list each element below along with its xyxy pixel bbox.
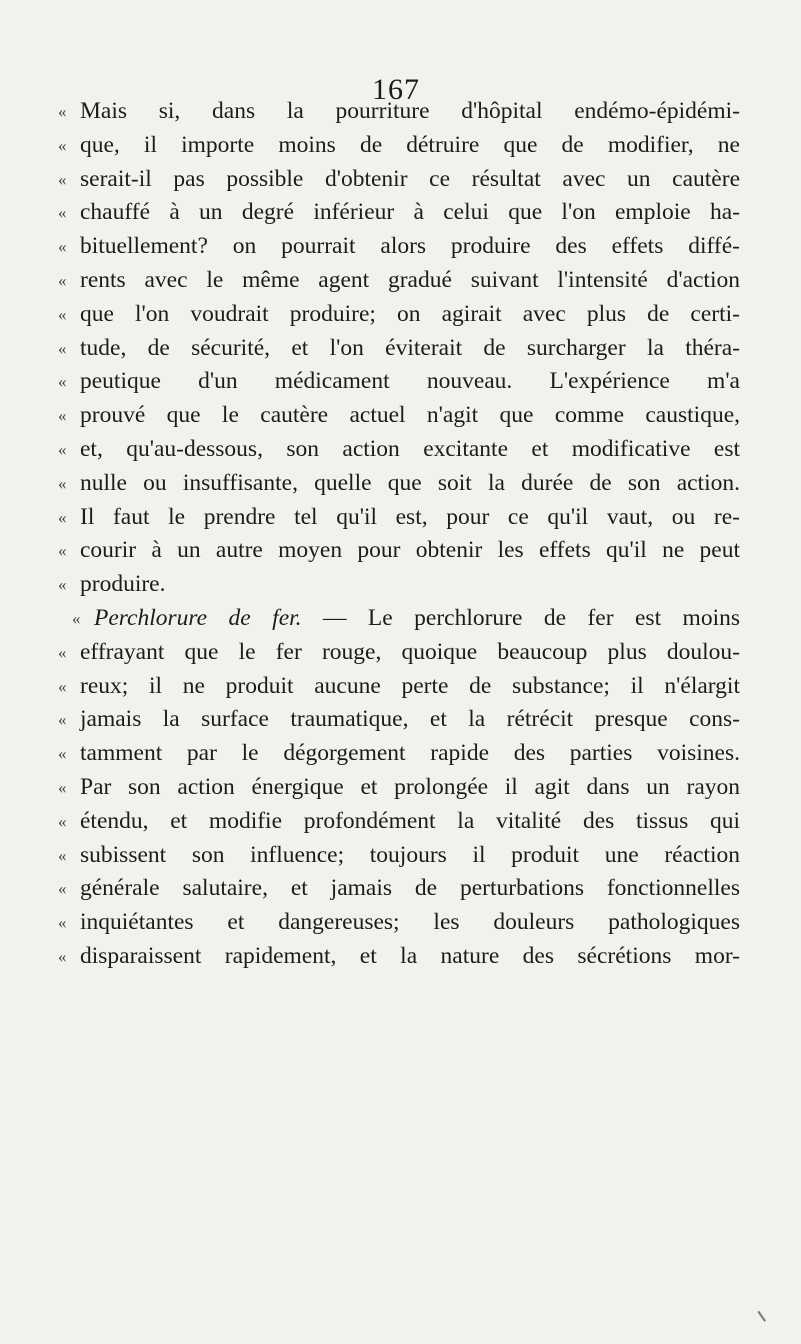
text-line: [58, 95, 740, 129]
text-line: [58, 737, 740, 771]
text-line: [58, 163, 740, 197]
quote-mark: «: [58, 811, 67, 831]
quote-mark: «: [58, 541, 67, 561]
text-line: [58, 332, 740, 366]
page-number: 167: [372, 73, 420, 106]
line-text: tamment par le dégorgement rapide des parties voisines.: [80, 740, 740, 767]
text-line: [58, 805, 740, 839]
text-line: [58, 771, 740, 805]
line-text: subissent son influence; toujours il produit une réaction: [80, 841, 740, 868]
text-line: [58, 568, 740, 602]
text-line: [58, 399, 740, 433]
quote-mark: «: [58, 710, 67, 730]
quote-mark: «: [58, 135, 67, 155]
line-text: Il faut le prendre tel qu'il est, pour ce qu'il vaut, ou re-: [80, 503, 740, 530]
line-text: disparaissent rapidement, et la nature des sécrétions mor-: [80, 942, 740, 969]
quote-mark: «: [58, 304, 67, 324]
line-text: peutique d'un médicament nouveau. L'expérience m'a: [80, 368, 740, 395]
text-line: [58, 230, 740, 264]
line-text: prouvé que le cautère actuel n'agit que comme caustique,: [80, 402, 740, 429]
quote-mark: «: [58, 642, 67, 662]
quote-mark: «: [58, 777, 67, 797]
quote-mark: «: [58, 169, 67, 189]
quote-mark: «: [58, 507, 67, 527]
stray-ink-mark: [757, 1306, 772, 1322]
quote-mark: «: [58, 913, 67, 933]
line-text: Par son action énergique et prolongée il agit dans un rayon: [80, 773, 740, 800]
text-line: [58, 129, 740, 163]
quote-mark: «: [58, 575, 67, 595]
line-text: rents avec le même agent gradué suivant l'intensité d'action: [80, 266, 740, 293]
text-line: [58, 940, 740, 974]
quote-mark: «: [58, 946, 67, 966]
line-text: produire.: [80, 571, 166, 598]
text-line: [58, 534, 740, 568]
text-line: [58, 196, 740, 230]
quote-mark: «: [58, 338, 67, 358]
quote-mark: «: [58, 406, 67, 426]
line-text: bituellement? on pourrait alors produire des effets diffé-: [80, 233, 740, 260]
quote-mark: «: [72, 608, 81, 628]
text-line: [58, 872, 740, 906]
text-line: [58, 298, 740, 332]
quote-mark: «: [58, 473, 67, 493]
line-text: que l'on voudrait produire; on agirait avec plus de certi-: [80, 300, 740, 327]
text-line: [58, 670, 740, 704]
quote-mark: «: [58, 845, 67, 865]
text-line: [58, 467, 740, 501]
line-text: nulle ou insuffisante, quelle que soit la durée de son action.: [80, 469, 740, 496]
text-line: [58, 264, 740, 298]
quote-mark: «: [58, 744, 67, 764]
line-text: serait-il pas possible d'obtenir ce résultat avec un cautère: [80, 165, 740, 192]
quote-mark: «: [58, 879, 67, 899]
line-text: que, il importe moins de détruire que de modifier, ne: [80, 131, 740, 158]
text-line: [58, 636, 740, 670]
text-line: [58, 839, 740, 873]
body-text: [58, 95, 740, 974]
line-text: chauffé à un degré inférieur à celui que l'on emploie ha-: [80, 199, 740, 226]
line-text: générale salutaire, et jamais de perturbations fonctionnelles: [80, 875, 740, 902]
line-text: étendu, et modifie profondément la vitalité des tissus qui: [80, 807, 740, 834]
line-text: Mais si, dans la pourriture d'hôpital endémo-épidémi-: [80, 98, 740, 124]
quote-mark: «: [58, 439, 67, 459]
quote-mark: «: [58, 270, 67, 290]
text-line: [58, 703, 740, 737]
line-text: jamais la surface traumatique, et la rétrécit presque cons-: [80, 706, 740, 733]
line-text: — Le perchlorure de fer est moins: [301, 604, 740, 631]
line-text: et, qu'au-dessous, son action excitante et modificative est: [80, 435, 740, 462]
quote-mark: «: [58, 102, 67, 121]
quote-mark: «: [58, 203, 67, 223]
text-line: [72, 602, 740, 636]
text-line: [58, 906, 740, 940]
text-line: [58, 501, 740, 535]
quote-mark: «: [58, 676, 67, 696]
line-text: effrayant que le fer rouge, quoique beaucoup plus doulou-: [80, 638, 740, 665]
line-text: tude, de sécurité, et l'on éviterait de surcharger la théra-: [80, 334, 740, 361]
quote-mark: «: [58, 372, 67, 392]
line-text: inquiétantes et dangereuses; les douleurs pathologiques: [80, 909, 740, 936]
section-heading: Perchlorure de fer.: [94, 604, 302, 631]
line-text: reux; il ne produit aucune perte de substance; il n'élargit: [80, 672, 740, 699]
text-line: [58, 433, 740, 467]
quote-mark: «: [58, 237, 67, 257]
text-line: [58, 365, 740, 399]
line-text: courir à un autre moyen pour obtenir les effets qu'il ne peut: [80, 537, 740, 564]
